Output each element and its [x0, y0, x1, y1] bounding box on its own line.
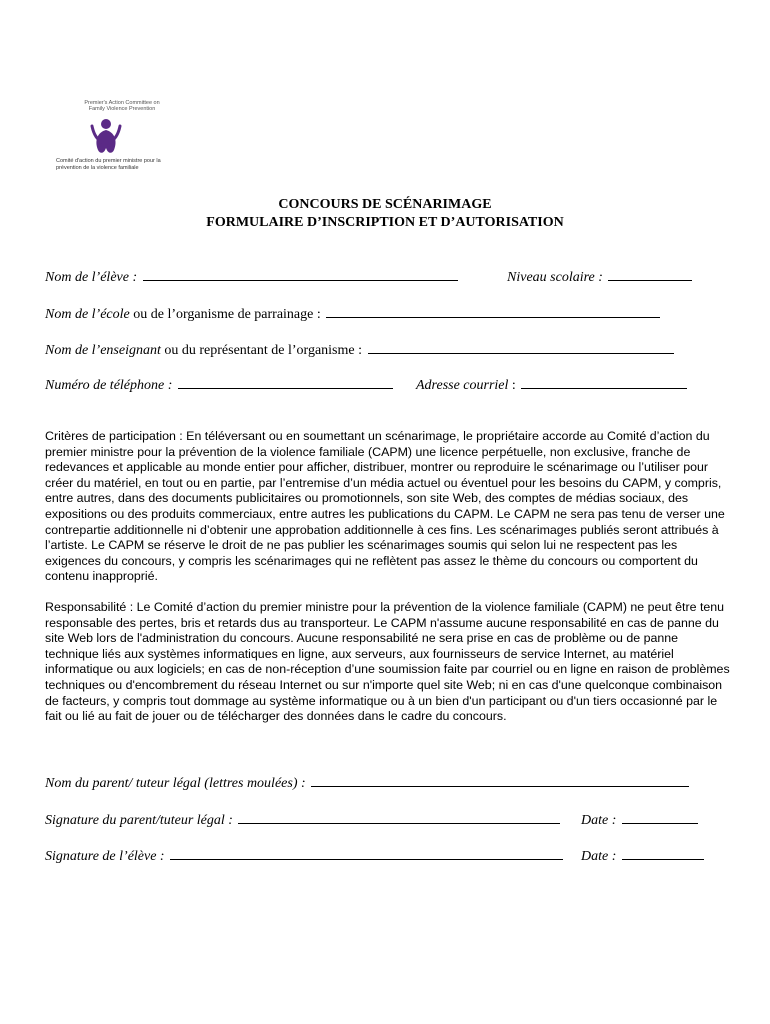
figure-logo-icon	[88, 116, 124, 156]
parent-name-label: Nom du parent/ tuteur légal (lettres moulées) :	[45, 776, 306, 791]
email-line[interactable]	[521, 376, 687, 389]
date-label-2: Date :	[581, 849, 617, 864]
logo-name-fr: Comité d'action du premier ministre pour la prévention de la violence familiale	[56, 158, 161, 171]
parent-name-line[interactable]	[311, 774, 689, 787]
parent-signature-field[interactable]	[45, 811, 560, 829]
form-title: CONCOURS DE SCÉNARIMAGE	[278, 197, 492, 212]
student-name-label: Nom de l’élève :	[45, 270, 138, 285]
date-field-1[interactable]	[581, 811, 698, 829]
logo-name-en: Premier's Action Committee on Family Violence Prevention	[84, 100, 160, 112]
school-name-field[interactable]	[45, 305, 660, 323]
student-name-line[interactable]	[143, 268, 458, 281]
organization-logo	[56, 100, 166, 171]
parent-name-field[interactable]	[45, 774, 689, 792]
student-signature-field[interactable]	[45, 847, 563, 865]
grade-level-label: Niveau scolaire :	[507, 270, 603, 285]
school-name-label-rest: ou de l’organisme de parrainage :	[129, 307, 321, 322]
email-label: Adresse courriel	[416, 378, 509, 393]
student-signature-line[interactable]	[170, 847, 563, 860]
school-name-line[interactable]	[326, 305, 660, 318]
participation-criteria-text: Critères de participation : En téléversant ou en soumettant un scénarimage, le propriétaire accorde au Comité d’action du premier ministre pour la prévention de la violence familiale (CAPM) une licence perpétuelle, non exclusive, franche de redevances et applicable au monde entier pour afficher, distribuer, montrer ou reproduire le scénarimage ou l’utiliser pour créer du matériel, en tout ou en partie, par l’entremise d’un média actuel ou éventuel pour les besoins du CAPM, y compris, entre autres, dans des documents publicitaires ou promotionnels, son site Web, des comptes de médias sociaux, des expositions ou des produits commerciaux, entre autres les publications du CAPM. Le CAPM ne sera pas tenu de verser une contrepartie additionnelle ni d’obtenir une approbation additionnelle à ces fins. Les scénarimages publiés seront attribués à l’artiste. Le CAPM se réserve le droit de ne pas publier les scénarimages soumis qui selon lui ne respectent pas les exigences du concours, y compris les scénarimages qui ne reflètent pas assez le thème du concours ou comportent du contenu inapproprié.	[45, 429, 725, 584]
grade-level-field[interactable]	[507, 268, 692, 286]
parent-signature-label: Signature du parent/tuteur légal :	[45, 813, 233, 828]
school-name-label: Nom de l’école	[45, 307, 130, 322]
email-label-rest: :	[508, 378, 516, 393]
parent-signature-line[interactable]	[238, 811, 560, 824]
student-signature-label: Signature de l’élève :	[45, 849, 165, 864]
teacher-name-label-rest: ou du représentant de l’organisme :	[160, 343, 363, 358]
phone-label: Numéro de téléphone :	[45, 378, 173, 393]
student-name-field[interactable]	[45, 268, 458, 286]
email-field[interactable]	[416, 376, 687, 394]
date-line-1[interactable]	[622, 811, 698, 824]
responsibility-text: Responsabilité : Le Comité d’action du premier ministre pour la prévention de la violence familiale (CAPM) ne peut être tenu responsable des pertes, bris et retards dus au transporteur. Le CAPM n'assume aucune responsabilité en cas de panne du site Web lors de l'administration du concours. Aucune responsabilité ne sera prise en cas de problème ou de panne technique liés aux systèmes informatiques en ligne, aux serveurs, aux fournisseurs de service Internet, au matériel informatique ou aux logiciels; en cas de non-réception d’une soumission faite par courriel ou en ligne en raison de problèmes techniques ou d'encombrement du réseau Internet ou sur n'importe quel site Web; ni en cas d'une quelconque combinaison de facteurs, y compris tout dommage au système informatique ou à un bien d'un participant ou d'un tiers occasionné par le fait ou lié au fait de jouer ou de télécharger des données dans le cadre du concours.	[45, 600, 730, 724]
date-label-1: Date :	[581, 813, 617, 828]
teacher-name-label: Nom de l’enseignant	[45, 343, 161, 358]
teacher-name-field[interactable]	[45, 341, 674, 359]
phone-field[interactable]	[45, 376, 393, 394]
form-subtitle: FORMULAIRE D’INSCRIPTION ET D’AUTORISATION	[206, 215, 564, 230]
teacher-name-line[interactable]	[368, 341, 674, 354]
phone-line[interactable]	[178, 376, 393, 389]
date-line-2[interactable]	[622, 847, 704, 860]
grade-level-line[interactable]	[608, 268, 692, 281]
date-field-2[interactable]	[581, 847, 704, 865]
